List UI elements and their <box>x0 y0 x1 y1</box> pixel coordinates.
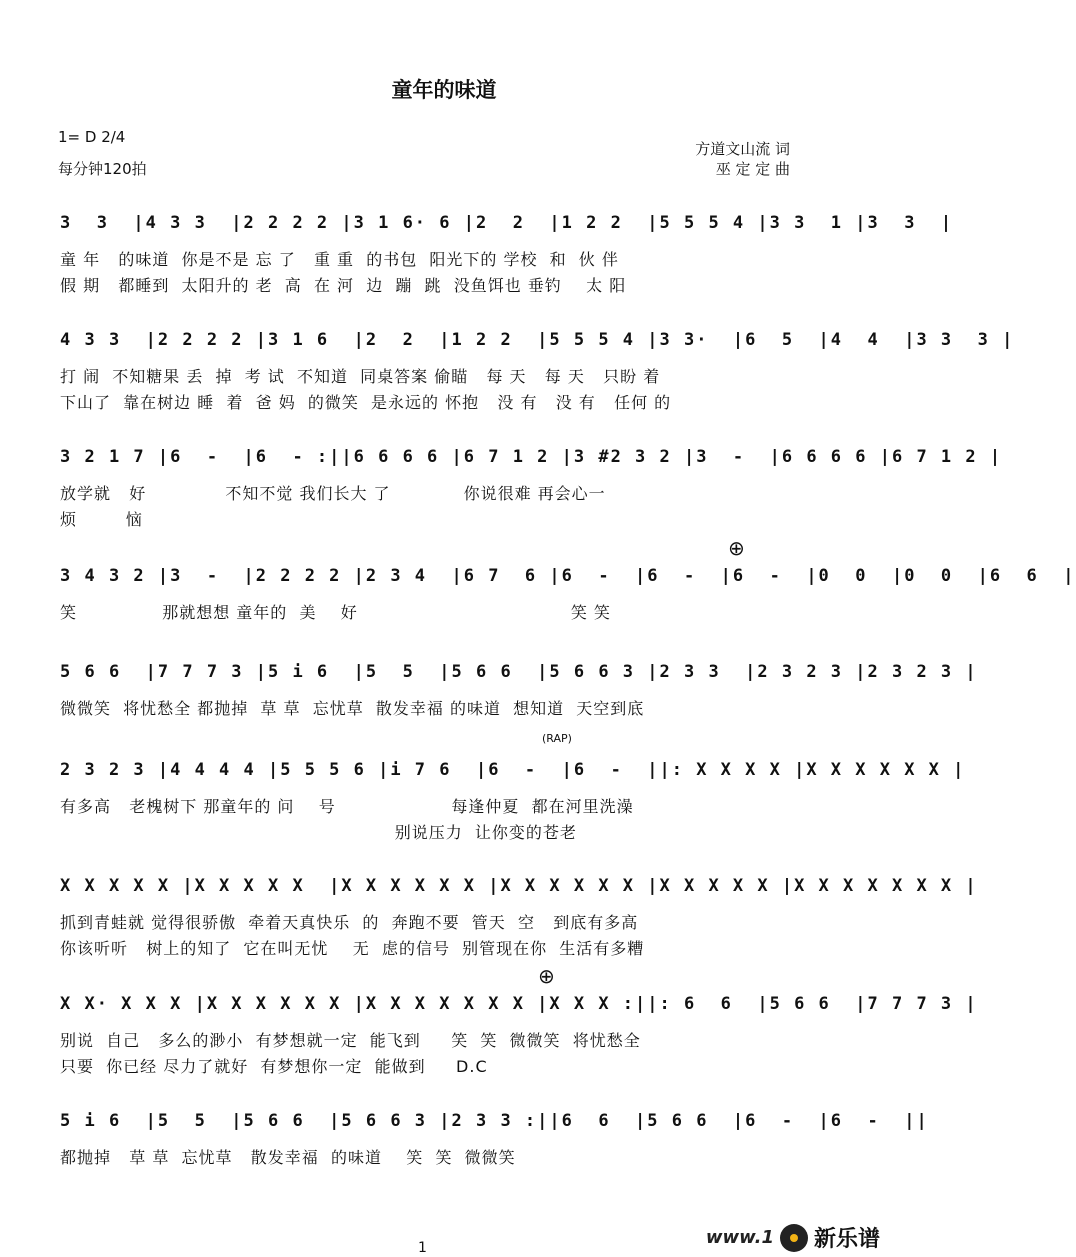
lyrics-verse-2: 假 期 都睡到 太阳升的 老 高 在 河 边 蹦 跳 没鱼饵也 垂钓 太 阳 <box>60 276 627 295</box>
lyrics-verse-2: 别说压力 让你变的苍老 <box>60 823 577 842</box>
lyrics-verse-1: 放学就 好 不知不觉 我们长大 了 你说很难 再会心一 <box>60 484 606 503</box>
lyrics-verse-1: 都抛掉 草 草 忘忧草 散发幸福 的味道 笑 笑 微微笑 <box>60 1148 516 1167</box>
site-watermark <box>706 1222 880 1253</box>
lyrics-verse-1: 有多高 老槐树下 那童年的 问 号 每逢仲夏 都在河里洗澡 <box>60 797 634 816</box>
segno-icon: ⊕ <box>728 536 745 560</box>
lyrics-verse-1: 别说 自己 多么的渺小 有梦想就一定 能飞到 笑 笑 微微笑 将忧愁全 <box>60 1031 641 1050</box>
watermark-url: www.1 <box>705 1227 774 1248</box>
notation-line: X X· X X X |X X X X X X |X X X X X X X |X X X :||: 6 6 |5 6 6 |7 7 7 3 | <box>60 994 978 1014</box>
song-title: 童年的味道 <box>391 78 497 102</box>
lyricist-credit: 方道文山流 词 <box>695 140 790 158</box>
lyrics-verse-1: 微微笑 将忧愁全 都抛掉 草 草 忘忧草 散发幸福 的味道 想知道 天空到底 <box>60 699 645 718</box>
watermark-brand: 新乐谱 <box>813 1227 880 1252</box>
notation-line: X X X X X |X X X X X |X X X X X X |X X X X X X |X X X X X |X X X X X X X | <box>60 876 978 896</box>
notation-line: 5 i 6 |5 5 |5 6 6 |5 6 6 3 |2 3 3 :||6 6 |5 6 6 |6 - |6 - || <box>60 1111 929 1131</box>
rap-label: (RAP) <box>542 732 572 745</box>
tempo-marking: 每分钟120拍 <box>58 160 147 178</box>
notation-line: 5 6 6 |7 7 7 3 |5 i 6 |5 5 |5 6 6 |5 6 6 3 |2 3 3 |2 3 2 3 |2 3 2 3 | <box>60 662 978 682</box>
composer-credit: 巫 定 定 曲 <box>715 160 790 178</box>
lyrics-verse-1: 打 闹 不知糖果 丢 掉 考 试 不知道 同桌答案 偷瞄 每 天 每 天 只盼 着 <box>60 367 661 386</box>
lyrics-verse-2: 你该听听 树上的知了 它在叫无忧 无 虑的信号 别管现在你 生活有多糟 <box>60 939 645 958</box>
page-number: 1 <box>418 1240 427 1256</box>
lyrics-verse-2: 只要 你已经 尽力了就好 有梦想你一定 能做到 D.C <box>60 1057 488 1076</box>
notation-line: 4 3 3 |2 2 2 2 |3 1 6 |2 2 |1 2 2 |5 5 5 4 |3 3· |6 5 |4 4 |3 3 3 | <box>60 330 1015 350</box>
notation-line: 3 4 3 2 |3 - |2 2 2 2 |2 3 4 |6 7 6 |6 - |6 - |6 - |0 0 |0 0 |6 6 | <box>60 566 1076 586</box>
notation-line: 2 3 2 3 |4 4 4 4 |5 5 5 6 |i 7 6 |6 - |6 - ||: X X X X |X X X X X X | <box>60 760 966 780</box>
notation-line: 3 3 |4 3 3 |2 2 2 2 |3 1 6· 6 |2 2 |1 2 2 |5 5 5 4 |3 3 1 |3 3 | <box>60 213 954 233</box>
lyrics-verse-2: 下山了 靠在树边 睡 着 爸 妈 的微笑 是永远的 怀抱 没 有 没 有 任何 的 <box>60 393 672 412</box>
lyrics-verse-1: 抓到青蛙就 觉得很骄傲 牵着天真快乐 的 奔跑不要 管天 空 到底有多高 <box>60 913 639 932</box>
key-signature: 1= D 2/4 <box>58 128 126 146</box>
vinyl-disc-icon <box>780 1224 808 1252</box>
segno-icon: ⊕ <box>538 964 555 988</box>
notation-line: 3 2 1 7 |6 - |6 - :||6 6 6 6 |6 7 1 2 |3 #2 3 2 |3 - |6 6 6 6 |6 7 1 2 | <box>60 447 1003 467</box>
lyrics-verse-2: 烦 恼 <box>60 510 143 529</box>
lyrics-verse-1: 童 年 的味道 你是不是 忘 了 重 重 的书包 阳光下的 学校 和 伙 伴 <box>60 250 619 269</box>
lyrics-verse-1: 笑 那就想想 童年的 美 好 笑 笑 <box>60 603 611 622</box>
